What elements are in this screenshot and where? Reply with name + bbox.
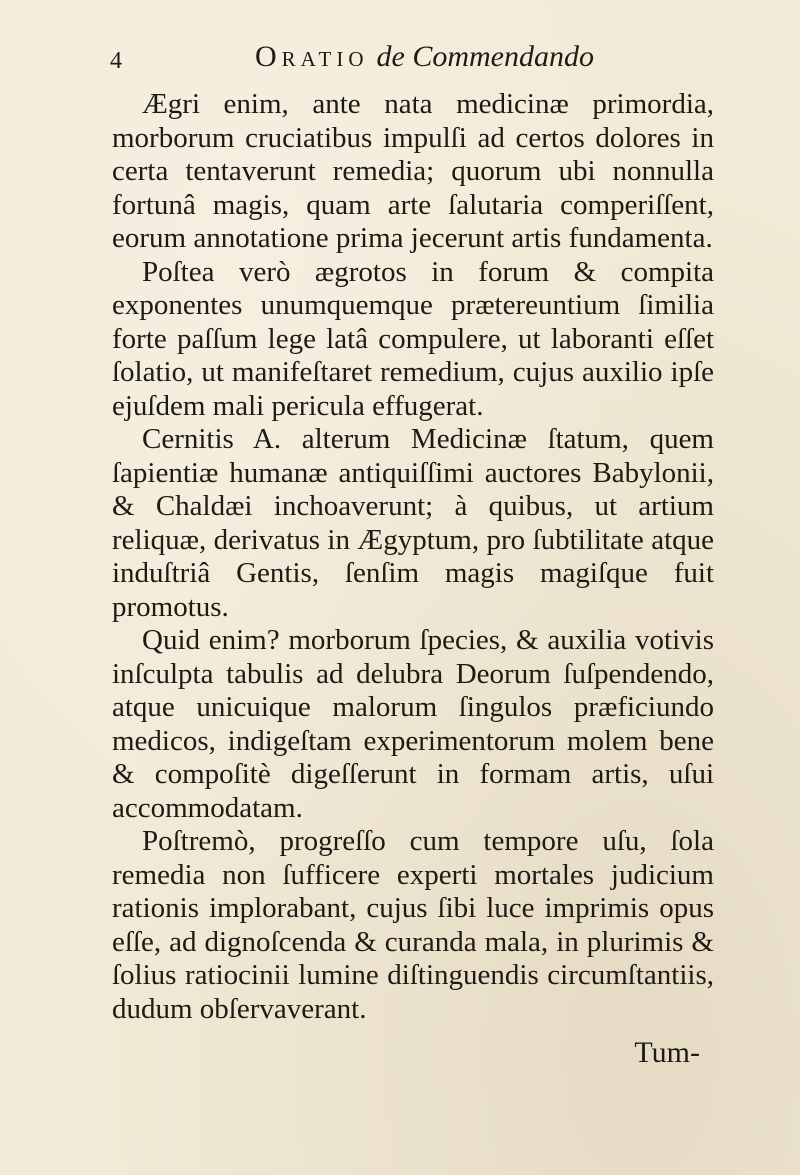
page-header — [100, 40, 720, 80]
paragraph: Ægri enim, ante nata medicinæ primordia, morborum cruciatibus impulſi ad certos dolores in certa tentaverunt remedia; quorum ubi nonnulla fortunâ magis, quam arte ſalutaria comperiſſent, eorum annotatione prima jecerunt artis fundamenta. — [112, 88, 714, 254]
paragraph: Quid enim? morborum ſpecies, & auxilia votivis inſculpta tabulis ad delubra Deorum ſuſpendendo, atque unicuique malorum ſingulos præficiundo medicos, indigeſtam experimentorum molem bene & compoſitè digeſſerunt in formam artis, uſui accommodatam. — [112, 624, 714, 824]
paragraph: Cernitis A. alterum Medicinæ ſtatum, quem ſapientiæ humanæ antiquiſſimi auctores Babylonii, & Chaldæi inchoaverunt; à quibus, ut artium reliquæ, derivatus in Ægyptum, pro ſubtilitate atque induſtriâ Gentis, ſenſim magis magiſque fuit promotus. — [112, 423, 714, 623]
running-title-word: Oratio — [255, 40, 369, 73]
paragraph: Poſtremò, progreſſo cum tempore uſu, ſola remedia non ſufficere experti mortales judicium rationis implorabant, cujus ſibi luce imprimis opus eſſe, ad dignoſcenda & curanda mala, in plurimis & ſolius ratiocinii lumine diſtinguendis circumſtantiis, dudum obſervaverant. — [112, 825, 714, 1025]
body-text — [112, 88, 714, 1026]
running-title-italic: de Commendando — [376, 40, 594, 73]
catchword: Tum- — [634, 1036, 700, 1069]
running-title — [255, 40, 594, 74]
page-number: 4 — [110, 48, 122, 74]
paragraph: Poſtea verò ægrotos in forum & compita exponentes unumquemque prætereuntium ſimilia forte paſſum lege latâ compulere, ut laboranti eſſet ſolatio, ut manifeſtaret remedium, cujus auxilio ipſe ejuſdem mali pericula effugerat. — [112, 255, 714, 422]
